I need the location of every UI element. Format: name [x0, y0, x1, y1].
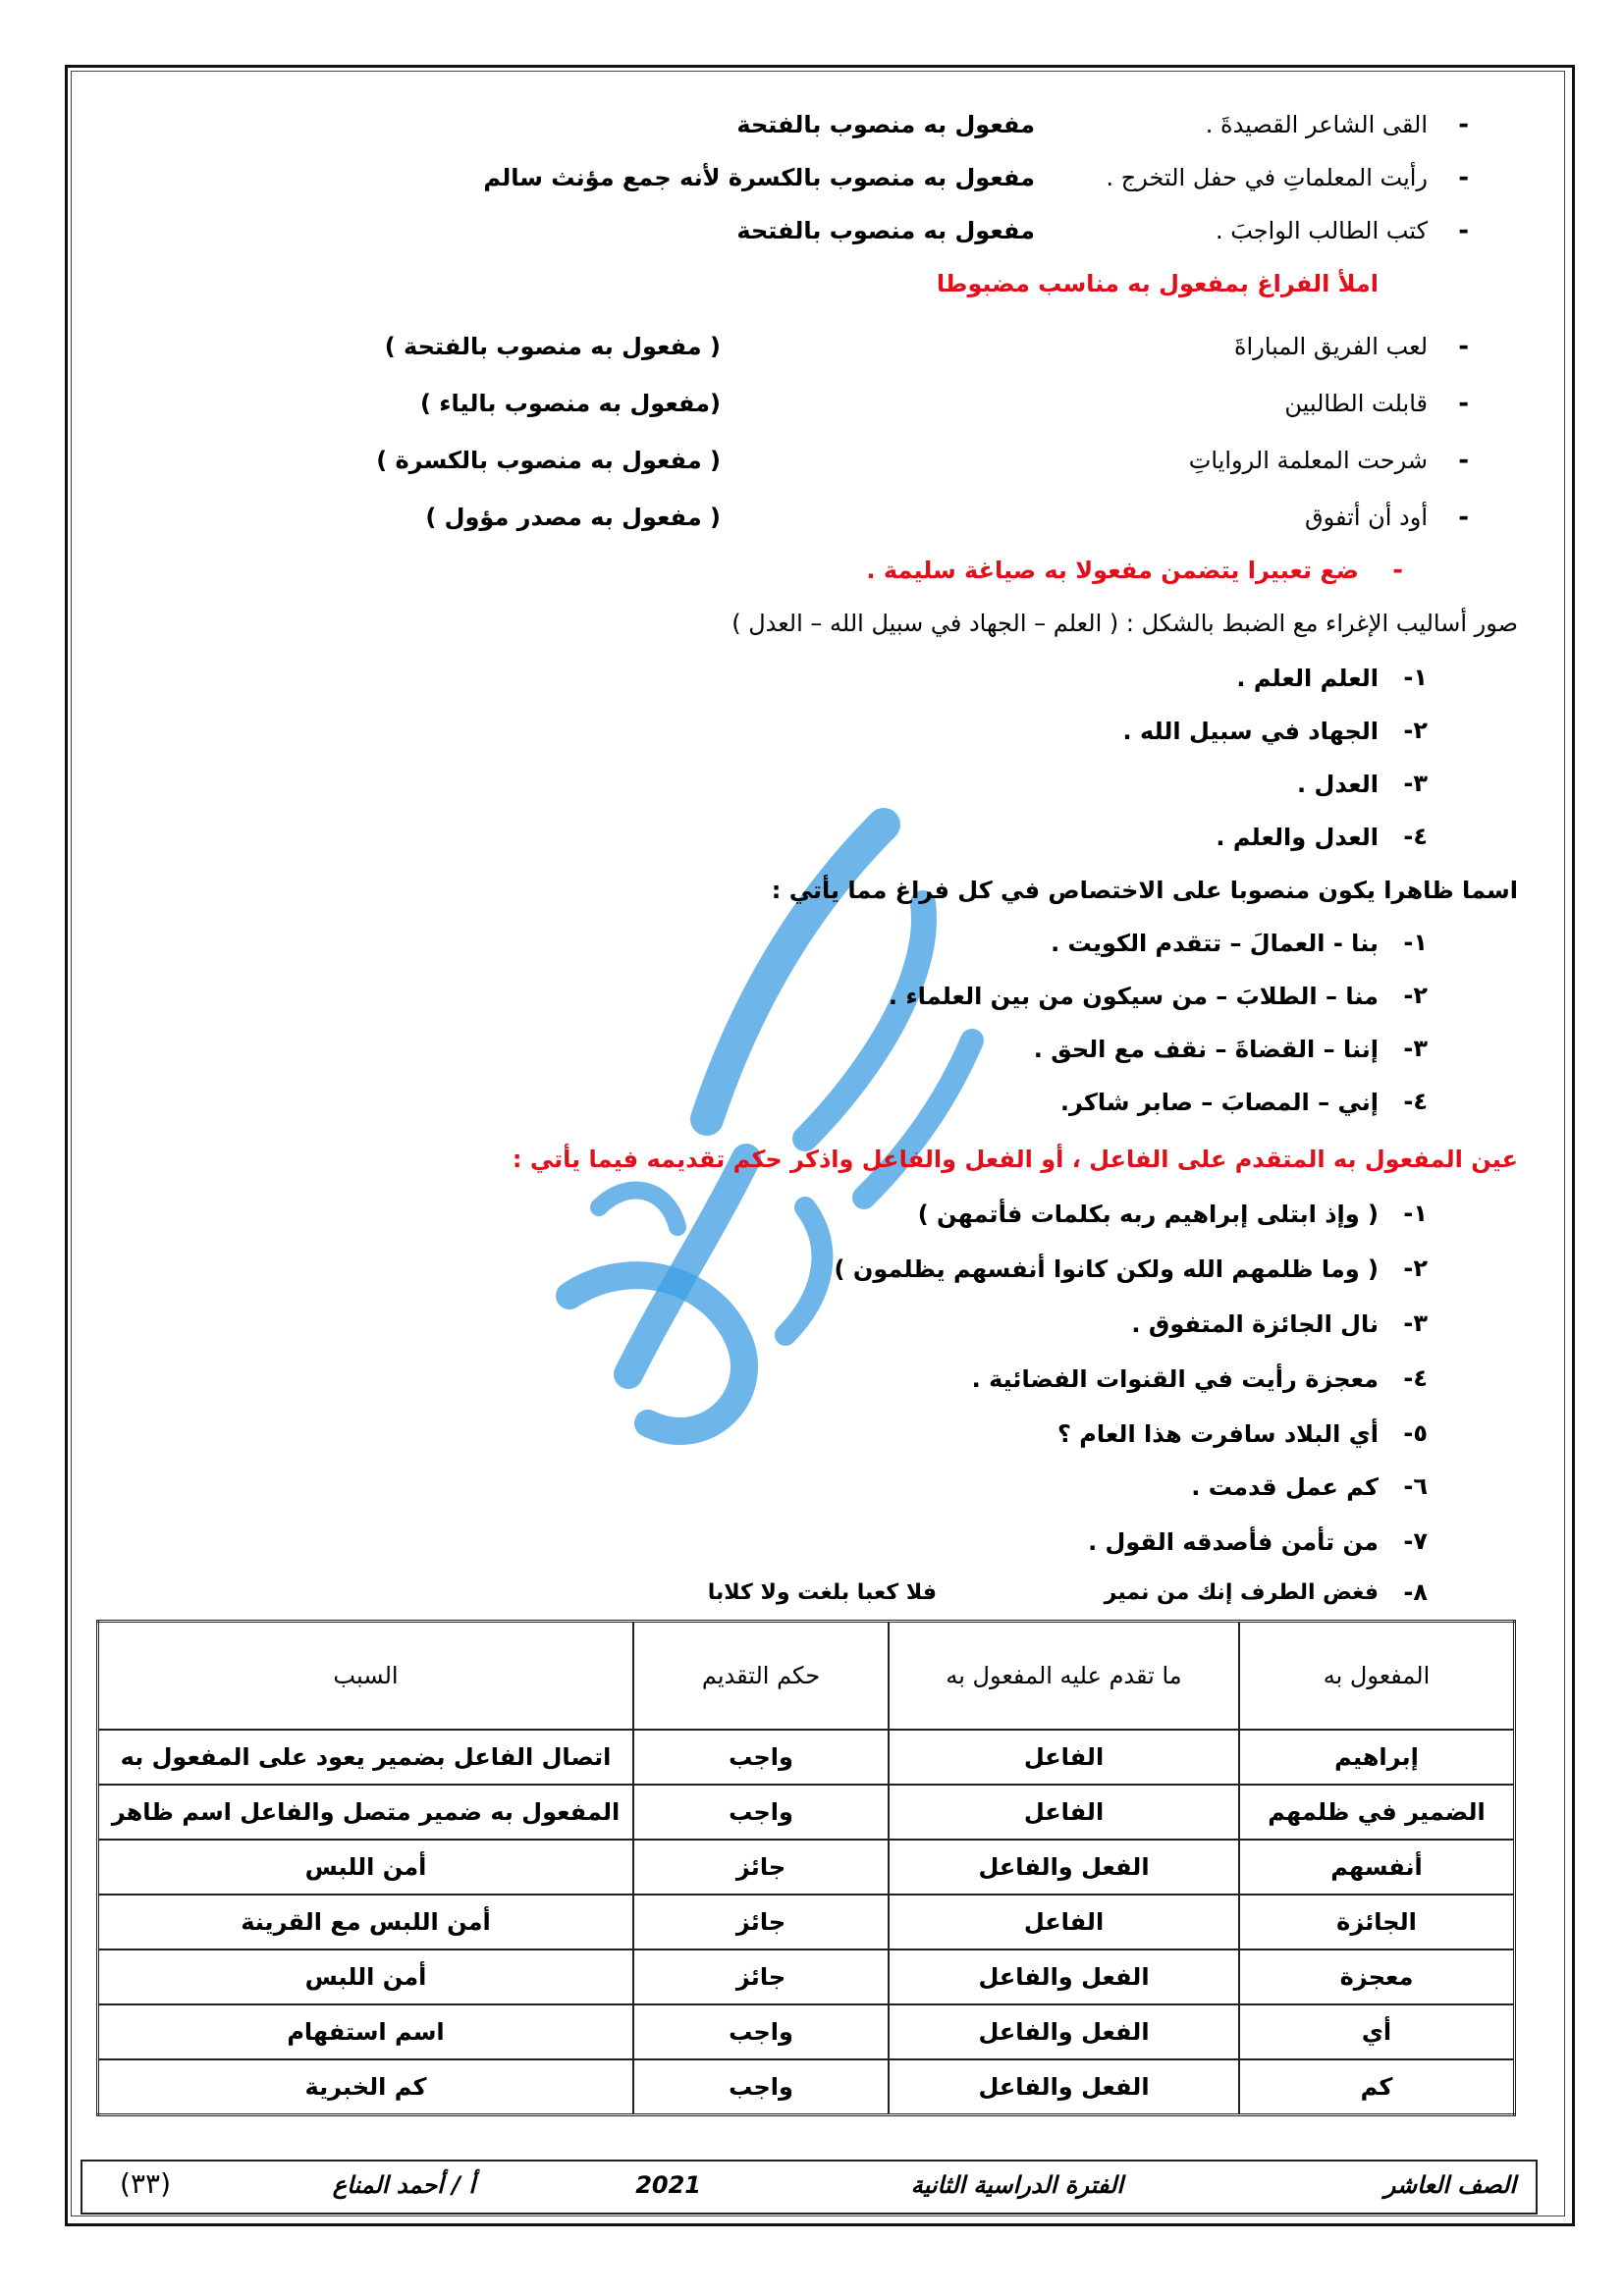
ighraa-title: صور أساليب الإغراء مع الضبط بالشكل : ( العلم – الجهاد في سبيل الله – العدل ) [731, 610, 1518, 637]
table-cell: واجب [633, 1785, 889, 1840]
table-cell: الفاعل [889, 1730, 1239, 1785]
bullet-dash: - [1458, 503, 1469, 532]
table-cell: المفعول به ضمير متصل والفاعل اسم ظاهر [98, 1785, 634, 1840]
footer-teacher: أ / أحمد المناع [332, 2171, 475, 2199]
table-cell: الفاعل [889, 1895, 1239, 1949]
bullet-dash: - [1458, 110, 1469, 139]
table-cell: إبراهيم [1239, 1730, 1515, 1785]
table-cell: اتصال الفاعل بضمير يعود على المفعول به [98, 1730, 634, 1785]
ighraa-num-4: ٤- [1403, 823, 1428, 850]
taqdim-num-3: ٣- [1403, 1309, 1428, 1337]
ighraa-item-1: العلم العلم . [1236, 665, 1379, 692]
ikhtisas-num-4: ٤- [1403, 1088, 1428, 1115]
table-cell: الجائزة [1239, 1895, 1515, 1949]
table-row [98, 1730, 1515, 1785]
footer-grade: الصف العاشر [1383, 2171, 1516, 2199]
taqdim-num-7: ٧- [1403, 1527, 1428, 1555]
fill-sentence-1: لعب الفريق المباراةَ [1233, 333, 1428, 360]
table-header: السبب [98, 1622, 634, 1731]
ighraa-num-2: ٢- [1403, 717, 1428, 744]
taqdim-num-6: ٦- [1403, 1472, 1428, 1500]
taqdim-num-5: ٥- [1403, 1419, 1428, 1447]
taqdim-item-8: فغض الطرف إنك من نمير [1104, 1580, 1379, 1605]
table-row [98, 2004, 1515, 2059]
table-cell: كم [1239, 2059, 1515, 2115]
taqdim-item-2: ( وما ظلمهم الله ولكن كانوا أنفسهم يظلمون ) [834, 1255, 1379, 1283]
table-cell: واجب [633, 2004, 889, 2059]
table-header: حكم التقديم [633, 1622, 889, 1731]
part1-sentence-1: القى الشاعر القصيدةَ . [1205, 111, 1428, 138]
part1-answer-3: مفعول به منصوب بالفتحة [736, 217, 1035, 244]
part1-sentence-3: كتب الطالب الواجبَ . [1215, 217, 1428, 244]
table-cell: واجب [633, 2059, 889, 2115]
ighraa-item-3: العدل . [1297, 771, 1379, 798]
ikhtisas-num-1: ١- [1403, 929, 1428, 956]
bullet-dash: - [1458, 446, 1469, 475]
part1-sentence-2: رأيت المعلماتِ في حفل التخرج . [1106, 164, 1428, 191]
taqdim-num-4: ٤- [1403, 1364, 1428, 1392]
fill-sentence-2: قابلت الطالبين [1284, 390, 1428, 417]
part1-answer-1: مفعول به منصوب بالفتحة [736, 111, 1035, 138]
fill-answer-2: (مفعول به منصوب بالياء ) [419, 390, 721, 417]
ikhtisas-item-4: إني – المصابَ – صابر شاكر. [1059, 1089, 1379, 1116]
bullet-dash: - [1458, 163, 1469, 192]
footer-year: 2021 [635, 2171, 701, 2199]
table-header: ما تقدم عليه المفعول به [889, 1622, 1239, 1731]
table-cell: أمن اللبس [98, 1949, 634, 2004]
table-cell: أمن اللبس مع القرينة [98, 1895, 634, 1949]
page-footer [81, 2160, 1538, 2215]
ikhtisas-num-3: ٣- [1403, 1035, 1428, 1062]
table-cell: واجب [633, 1730, 889, 1785]
expression-task: ضع تعبيرا يتضمن مفعولا به صياغة سليمة . [866, 557, 1359, 584]
taqdim-item-3: نال الجائزة المتفوق . [1131, 1310, 1379, 1338]
table-cell: كم الخبرية [98, 2059, 634, 2115]
ighraa-num-3: ٣- [1403, 770, 1428, 797]
fill-title: املأ الفراغ بمفعول به مناسب مضبوطا [936, 270, 1379, 297]
taqdim-item-8-second: فلا كعبا بلغت ولا كلابا [707, 1580, 937, 1605]
footer-term: الفترة الدراسية الثانية [910, 2171, 1123, 2199]
taqdim-num-8: ٨- [1403, 1578, 1428, 1606]
table-cell: الفعل والفاعل [889, 1840, 1239, 1895]
bullet-dash: - [1458, 389, 1469, 418]
footer-page-number: (٣٣) [120, 2167, 171, 2200]
table-cell: جائز [633, 1840, 889, 1895]
taqdim-num-1: ١- [1403, 1200, 1428, 1227]
taqdim-item-4: معجزة رأيت في القنوات الفضائية . [971, 1365, 1379, 1393]
table-cell: جائز [633, 1949, 889, 2004]
table-cell: اسم استفهام [98, 2004, 634, 2059]
ighraa-num-1: ١- [1403, 664, 1428, 691]
table-cell: أمن اللبس [98, 1840, 634, 1895]
table-cell: الفعل والفاعل [889, 2059, 1239, 2115]
ighraa-item-4: العدل والعلم . [1216, 824, 1379, 851]
fill-answer-3: ( مفعول به منصوب بالكسرة ) [376, 447, 721, 474]
taqdim-num-2: ٢- [1403, 1255, 1428, 1282]
answers-table [96, 1620, 1516, 2116]
taqdim-item-1: ( وإذ ابتلى إبراهيم ربه بكلمات فأتمهن ) [917, 1201, 1379, 1228]
taqdim-title: عين المفعول به المتقدم على الفاعل ، أو الفعل والفاعل واذكر حكم تقديمه فيما يأتي : [512, 1146, 1518, 1173]
table-row [98, 1949, 1515, 2004]
fill-answer-1: ( مفعول به منصوب بالفتحة ) [384, 333, 721, 360]
table-cell: الفاعل [889, 1785, 1239, 1840]
table-cell: الفعل والفاعل [889, 1949, 1239, 2004]
bullet-dash: - [1392, 556, 1403, 585]
table-row [98, 1840, 1515, 1895]
ighraa-item-2: الجهاد في سبيل الله . [1122, 718, 1379, 745]
table-cell: أي [1239, 2004, 1515, 2059]
part1-answer-2: مفعول به منصوب بالكسرة لأنه جمع مؤنث سالم [483, 164, 1035, 191]
bullet-dash: - [1458, 332, 1469, 361]
table-cell: الضمير في ظلمهم [1239, 1785, 1515, 1840]
table-row [98, 1785, 1515, 1840]
table-row [98, 1895, 1515, 1949]
fill-sentence-3: شرحت المعلمة الرواياتِ [1188, 447, 1428, 474]
table-header-row [98, 1622, 1515, 1731]
table-cell: أنفسهم [1239, 1840, 1515, 1895]
ikhtisas-title: اسما ظاهرا يكون منصوبا على الاختصاص في كل فراغ مما يأتي : [771, 877, 1518, 904]
table-header: المفعول به [1239, 1622, 1515, 1731]
taqdim-item-6: كم عمل قدمت . [1191, 1473, 1379, 1501]
taqdim-item-7: من تأمن فأصدقه القول . [1088, 1528, 1379, 1556]
table-row [98, 2059, 1515, 2115]
ikhtisas-num-2: ٢- [1403, 982, 1428, 1009]
fill-answer-4: ( مفعول به مصدر مؤول ) [425, 504, 721, 531]
table-cell: الفعل والفاعل [889, 2004, 1239, 2059]
table-cell: جائز [633, 1895, 889, 1949]
bullet-dash: - [1458, 216, 1469, 245]
taqdim-item-5: أي البلاد سافرت هذا العام ؟ [1057, 1420, 1379, 1448]
ikhtisas-item-1: بنا - العمالَ – تتقدم الكويت . [1051, 930, 1379, 957]
ikhtisas-item-2: منا – الطلابَ – من سيكون من بين العلماء . [888, 983, 1379, 1010]
fill-sentence-4: أود أن أتفوق [1304, 504, 1428, 531]
table-cell: معجزة [1239, 1949, 1515, 2004]
ikhtisas-item-3: إننا – القضاةَ – نقف مع الحق . [1033, 1036, 1379, 1063]
